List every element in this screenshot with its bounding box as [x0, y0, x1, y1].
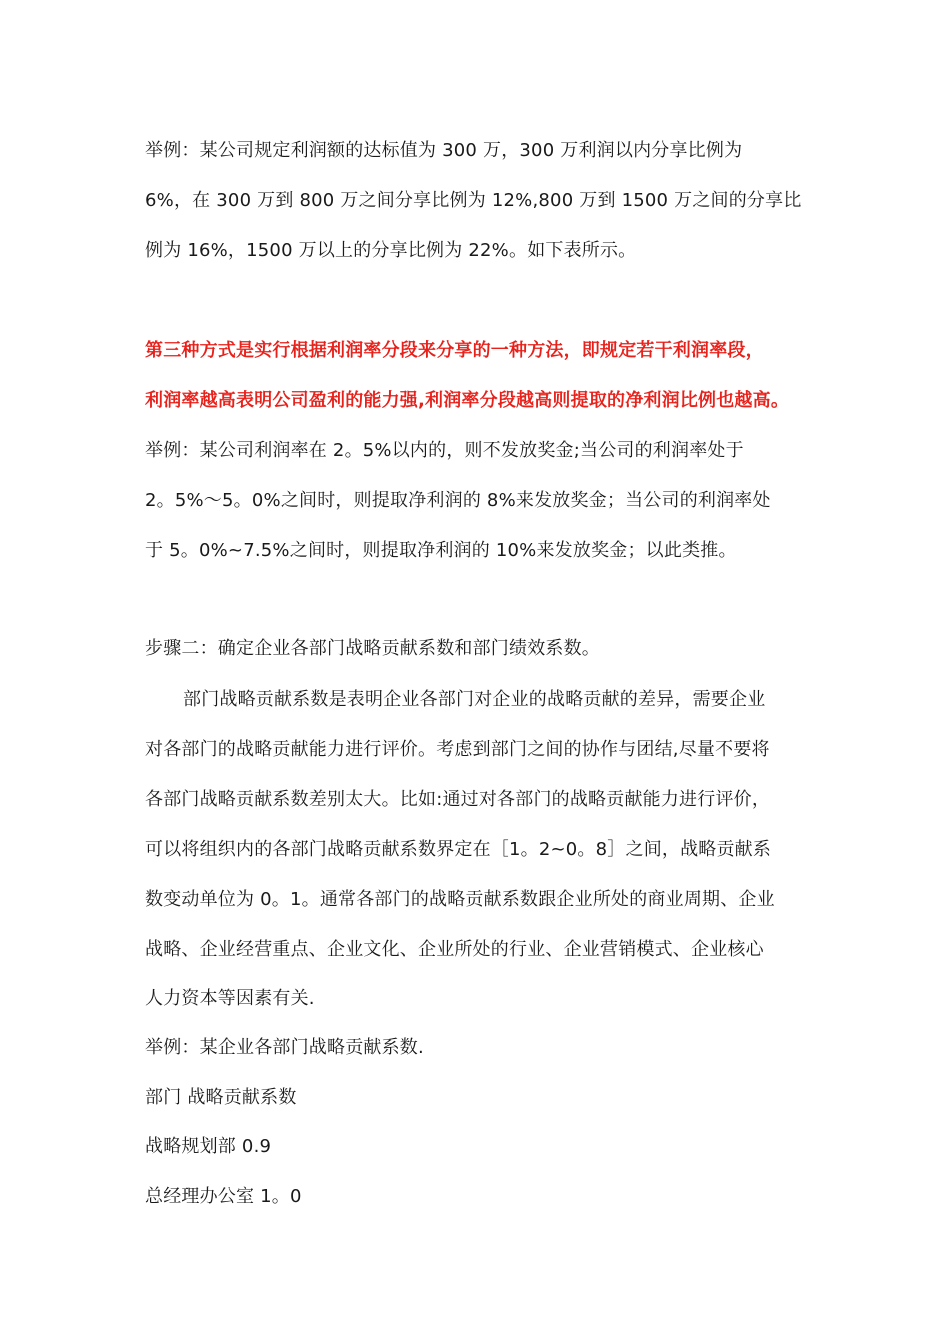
paragraph-line: 例为 16%，1500 万以上的分享比例为 22%。如下表所示。 [145, 240, 637, 261]
table-row: 战略规划部 0.9 [145, 1136, 272, 1157]
table-row: 总经理办公室 1。0 [145, 1186, 302, 1207]
paragraph-line: 人力资本等因素有关. [145, 988, 315, 1009]
paragraph-line: 各部门战略贡献系数差别太大。比如:通过对各部门的战略贡献能力进行评价， [145, 789, 771, 810]
table-header: 部门 战略贡献系数 [145, 1087, 297, 1108]
paragraph-line: 举例：某公司利润率在 2。5%以内的，则不发放奖金;当公司的利润率处于 [145, 440, 744, 461]
highlight-line: 第三种方式是实行根据利润率分段来分享的一种方法，即规定若干利润率段， [145, 340, 764, 361]
paragraph-line: 2。5%～5。0%之间时，则提取净利润的 8%来发放奖金；当公司的利润率处 [145, 490, 771, 511]
paragraph-line: 可以将组织内的各部门战略贡献系数界定在［1。2~0。8］之间，战略贡献系 [145, 839, 772, 860]
paragraph-line: 部门战略贡献系数是表明企业各部门对企业的战略贡献的差异，需要企业 [183, 689, 766, 710]
example-line: 举例：某企业各部门战略贡献系数. [145, 1037, 424, 1058]
paragraph-line: 数变动单位为 0。1。通常各部门的战略贡献系数跟企业所处的商业周期、企业 [145, 889, 775, 910]
paragraph-line: 举例：某公司规定利润额的达标值为 300 万，300 万利润以内分享比例为 [145, 140, 743, 161]
paragraph-line: 对各部门的战略贡献能力进行评价。考虑到部门之间的协作与团结,尽量不要将 [145, 739, 770, 760]
step-heading: 步骤二：确定企业各部门战略贡献系数和部门绩效系数。 [145, 638, 600, 659]
paragraph-line: 6%，在 300 万到 800 万之间分享比例为 12%,800 万到 1500 万之间的分享比 [145, 190, 802, 211]
paragraph-line: 于 5。0%~7.5%之间时，则提取净利润的 10%来发放奖金；以此类推。 [145, 540, 737, 561]
highlight-line: 利润率越高表明公司盈利的能力强,利润率分段越高则提取的净利润比例也越高。 [145, 390, 790, 411]
paragraph-line: 战略、企业经营重点、企业文化、企业所处的行业、企业营销模式、企业核心 [145, 939, 764, 960]
